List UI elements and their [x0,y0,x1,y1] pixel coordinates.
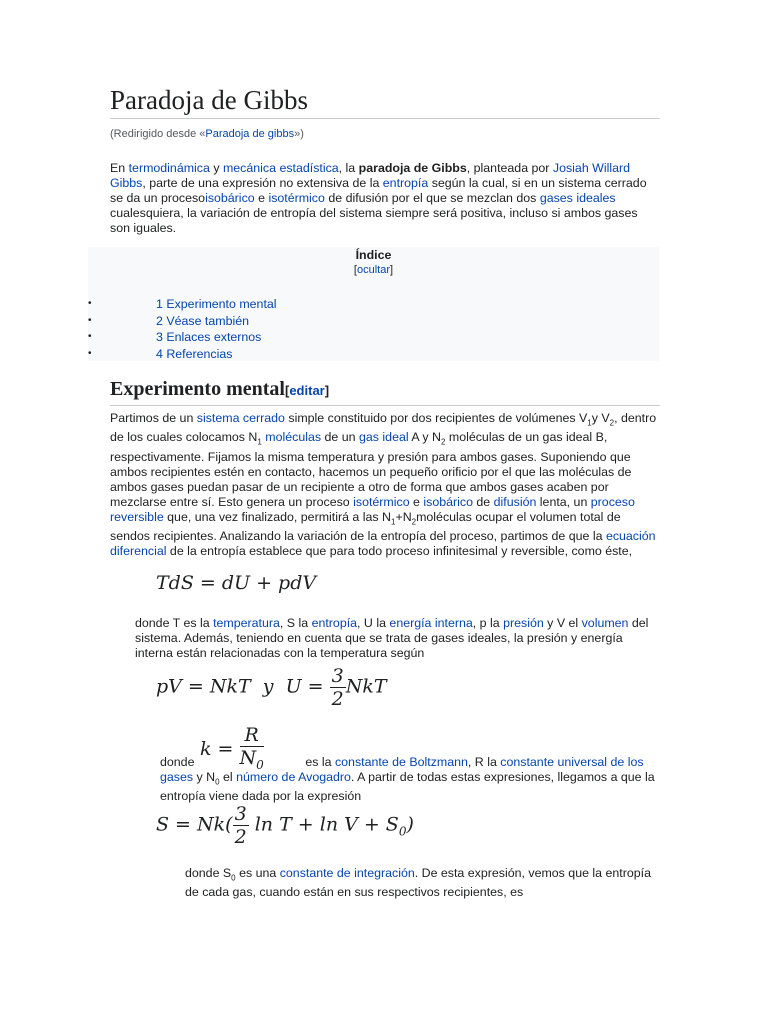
numerator: 3 [234,803,247,825]
text: donde [160,755,198,769]
redirect-suffix: ») [294,128,304,140]
formula-entropia [156,803,414,848]
bullet-icon: • [88,331,92,342]
link-isobarico[interactable]: isobárico [205,191,255,205]
text: Partimos de un [110,411,197,425]
denominator: 2 [234,826,247,848]
edit-section [285,383,329,398]
subscript: 0 [231,873,236,883]
text: +N [395,509,412,524]
text: según la cual, si en un sistema cerrado se da un proceso [110,176,647,205]
redirect-note [110,128,660,140]
text: , la [338,161,359,175]
text: el [219,770,237,784]
denominator: 2 [331,688,344,710]
formula-text: S = Nk( [156,813,233,836]
text: , S la [279,616,312,630]
link-numero-avogadro[interactable]: número de Avogadro [236,770,351,784]
bracket: ] [324,383,330,398]
subscript: 0 [398,824,407,839]
text: , parte de una expresión no extensiva de la [142,176,383,190]
bullet-icon: • [88,298,92,309]
bracket: [ [284,383,290,398]
text: simple constituido por dos recipientes de volúmenes V [284,411,588,425]
text: moléculas ocupar el volumen total de sendos recipientes. Analizando la variación de la entropía del proceso, partimos de que la [110,509,621,544]
link-presion[interactable]: presión [503,616,544,630]
text: de difusión por el que se mezclan dos [324,191,540,205]
link-proceso-reversible[interactable]: proceso reversible [110,494,635,524]
section-experimento-mental [110,376,660,559]
text: lenta, un [536,494,591,509]
paragraph-donde-t [135,616,655,661]
toc-toggle [88,264,659,276]
toc-link-referencias[interactable]: 4 Referencias [156,346,233,361]
text: , U la [357,616,390,630]
redirect-link[interactable]: Paradoja de gibbs [205,128,295,140]
text: de un [321,430,359,445]
text: de [472,494,494,509]
text: cualesquiera, la variación de entropía del sistema siempre será positiva, incluso si ambos gases son iguales. [110,206,638,235]
text: y V el [543,616,582,630]
numerator: R [240,724,264,747]
subscript: 2 [440,437,446,447]
edit-link[interactable]: editar [289,383,325,398]
bracket: [ [353,264,357,276]
text: A y N [408,430,441,445]
link-isobarico-2[interactable]: isobárico [423,494,473,509]
link-termodinamica[interactable]: termodinámica [128,161,210,175]
text: . De esta expresión, vemos que la entropía de cada gas, cuando están en sus respectivos recipientes, es [185,866,651,900]
toc-link-experimento-mental[interactable]: 1 Experimento mental [156,297,277,311]
link-entropia-2[interactable]: entropía [311,616,358,630]
link-mecanica-estadistica[interactable]: mecánica estadística [222,161,339,175]
link-constante-boltzmann[interactable]: constante de Boltzmann [334,755,468,769]
link-constante-integracion[interactable]: constante de integración [279,866,415,880]
link-difusion[interactable]: difusión [493,494,537,509]
fraction [330,665,346,710]
link-entropia[interactable]: entropía [382,176,429,190]
text: moléculas de un gas ideal B, respectivamente. Fijamos la misma temperatura y presión para ambos gases. Suponiendo que ambos recipientes estén en contacto, hacemos un pequeño orificio por el que las moléculas de ambos gases puedan pasar de un recipiente a otro de forma que ambos gases acaben por mezclarse entre sí. Esto genera un proceso [110,430,632,509]
link-isotermico-2[interactable]: isotérmico [353,494,410,509]
link-gases-ideales[interactable]: gases ideales [539,191,616,205]
paragraph-donde-k [160,755,655,804]
text: , p la [472,616,504,630]
link-gas-ideal[interactable]: gas ideal [359,430,409,445]
bold-term: paradoja de Gibbs [358,161,467,175]
denominator-text: N [239,747,257,769]
text: . A partir de todas estas expresiones, llegamos a que la entropía viene dada por la expresión [160,770,655,804]
formula-tds: TdS = dU + pdV [156,572,317,594]
formula-text: pV = NkT y U = [156,675,330,698]
link-moleculas[interactable]: moléculas [265,430,322,445]
link-ecuacion-diferencial[interactable]: ecuación diferencial [110,529,656,559]
formula-text: ) [406,813,414,836]
link-josiah-gibbs[interactable]: Josiah Willard Gibbs [110,161,631,190]
toc-link-vease-tambien[interactable]: 2 Véase también [156,313,249,328]
text: donde S [185,866,232,880]
toc-hide-link[interactable]: ocultar [356,264,391,276]
subscript: 1 [587,418,592,428]
link-sistema-cerrado[interactable]: sistema cerrado [196,411,285,425]
text: , R la [467,755,501,769]
link-volumen[interactable]: volumen [581,616,629,630]
redirect-prefix: (Redirigido desde « [110,128,206,140]
section-heading [110,376,660,406]
text: es una [235,866,280,880]
article [110,84,660,236]
page-title: Paradoja de Gibbs [110,84,660,119]
subscript: 0 [215,777,220,787]
link-isotermico[interactable]: isotérmico [268,191,325,205]
formula-text: NkT [345,675,387,698]
subscript: 1 [391,517,396,527]
text: y V [591,411,610,425]
text: En [110,161,129,175]
toc-link-enlaces-externos[interactable]: 3 Enlaces externos [156,330,262,344]
formula-pv [156,665,387,710]
text: es la [301,755,335,769]
subscript: 2 [411,517,417,527]
intro-paragraph [110,161,660,236]
fraction [233,803,249,848]
text: e [409,494,424,509]
section-heading-text: Experimento mental [110,378,285,400]
text: y N [193,770,216,784]
subscript: 0 [256,757,264,772]
text: e [254,191,269,205]
text: , planteada por [466,161,553,175]
link-energia-interna[interactable]: energía interna [389,616,473,630]
text: que, una vez finalizado, permitirá a las N [163,509,391,524]
subscript: 2 [609,418,615,428]
bracket: ] [390,264,394,276]
paragraph-donde-s0 [185,866,655,900]
section-paragraph [110,411,660,559]
toc-title: Índice [355,248,392,262]
text: , dentro de los cuales colocamos N [110,411,657,445]
text: del sistema. Además, teniendo en cuenta que se trata de gases ideales, la presión y energía interna están relacionadas con la temperatura según [135,616,649,660]
text: donde T es la [135,616,214,630]
text: de la entropía establece que para todo proceso infinitesimal y reversible, como éste, [166,544,633,559]
formula-text: ln T + ln V + S [248,813,399,836]
formula-text: k = [200,737,240,760]
text: y [209,161,223,175]
subscript: 1 [257,437,262,447]
link-constante-universal-gases[interactable]: constante universal de los gases [160,755,644,784]
link-temperatura[interactable]: temperatura [213,616,280,630]
table-of-contents [88,247,659,361]
bullet-icon: • [88,347,92,359]
bullet-icon: • [88,314,92,326]
numerator: 3 [331,665,344,687]
